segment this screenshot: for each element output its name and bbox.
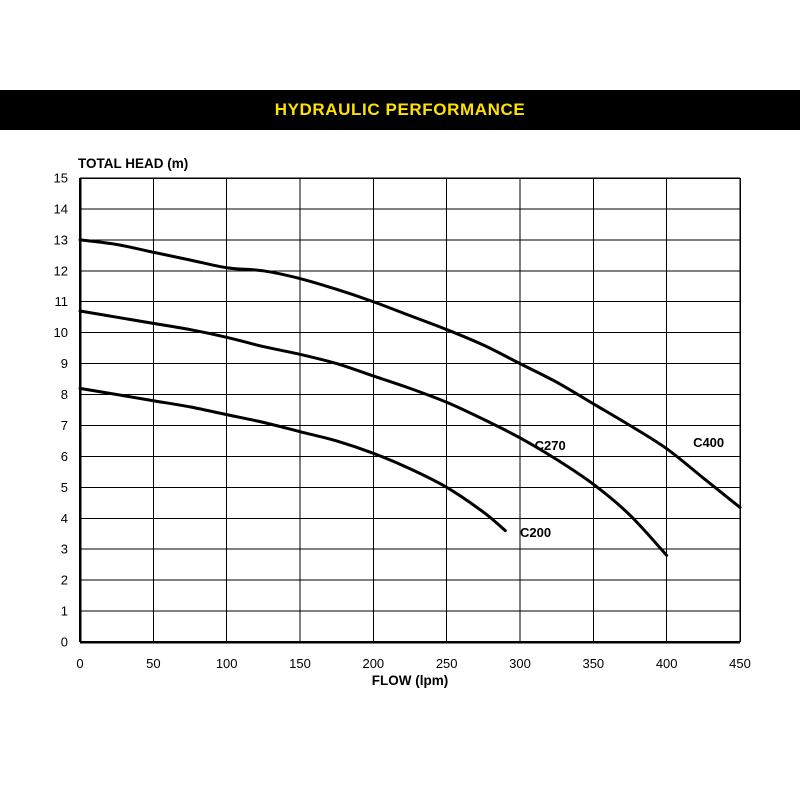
y-tick-label: 12 xyxy=(53,263,68,279)
y-tick-label: 15 xyxy=(53,170,68,186)
chart-curves xyxy=(80,240,740,556)
curve-c200 xyxy=(80,388,505,530)
page-title: HYDRAULIC PERFORMANCE xyxy=(274,100,526,119)
x-tick-label: 400 xyxy=(655,656,678,671)
hydraulic-performance-chart xyxy=(0,130,800,730)
y-tick-label: 10 xyxy=(53,325,68,341)
y-tick-label: 8 xyxy=(60,387,68,403)
x-tick-label: 150 xyxy=(289,656,311,671)
x-tick-label: 250 xyxy=(435,656,458,671)
y-tick-label: 13 xyxy=(53,232,68,248)
y-tick-label: 7 xyxy=(60,417,68,433)
y-axis-title: TOTAL HEAD (m) xyxy=(78,156,189,171)
chart-container xyxy=(0,130,800,730)
y-tick-label: 9 xyxy=(60,356,68,372)
y-tick-label: 4 xyxy=(60,510,68,526)
y-tick-label: 11 xyxy=(54,294,68,310)
title-banner xyxy=(0,90,800,130)
y-tick-label: 5 xyxy=(60,479,68,495)
x-tick-label: 350 xyxy=(582,656,605,671)
series-label-c270: C270 xyxy=(534,438,566,454)
x-tick-label: 300 xyxy=(509,656,531,671)
x-tick-label: 0 xyxy=(76,656,84,671)
y-tick-label: 0 xyxy=(60,634,68,650)
y-tick-label: 6 xyxy=(60,448,68,464)
y-tick-label: 2 xyxy=(60,572,68,588)
x-tick-label: 100 xyxy=(215,656,238,671)
y-tick-label: 1 xyxy=(60,603,68,619)
x-tick-label: 450 xyxy=(729,656,751,671)
chart-tick-labels xyxy=(54,171,751,672)
x-tick-label: 50 xyxy=(146,656,161,671)
series-label-c200: C200 xyxy=(520,524,552,540)
chart-grid xyxy=(80,178,740,642)
x-tick-label: 200 xyxy=(362,656,385,671)
chart-axes xyxy=(80,178,740,642)
y-tick-label: 3 xyxy=(60,541,68,557)
x-axis-title: FLOW (lpm) xyxy=(371,673,449,688)
y-tick-label: 14 xyxy=(53,201,68,217)
series-label-c400: C400 xyxy=(693,435,725,451)
